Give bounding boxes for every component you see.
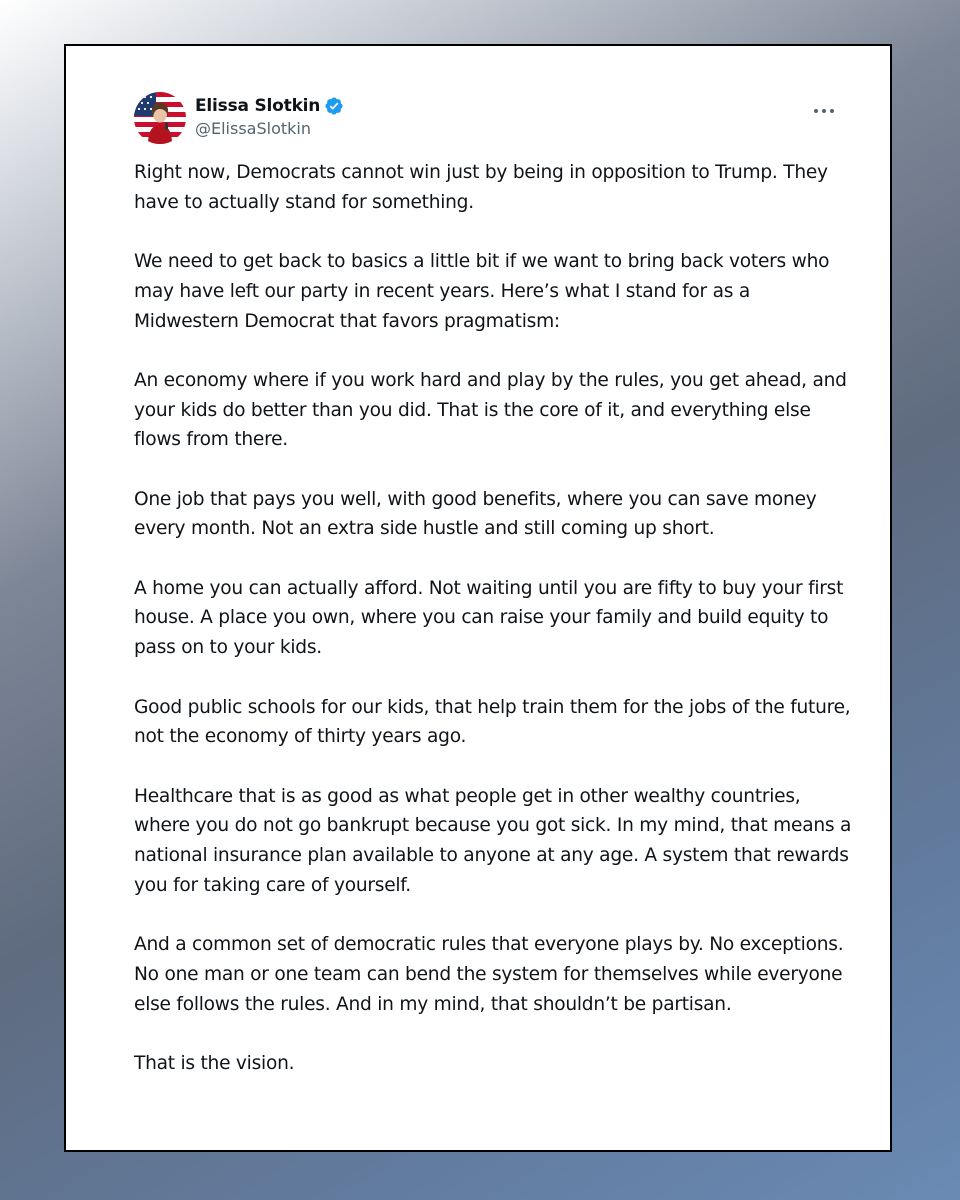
tweet-paragraph-8: And a common set of democratic rules that everyone plays by. No exceptions. No one man or one team can bend the system for themselves while everyone else follows the rules. And in my mind, that shouldn’t be partisan. [134,934,844,1015]
tweet-paragraph-6: Good public schools for our kids, that help train them for the jobs of the future, not the economy of thirty years ago. [134,696,851,748]
author-name[interactable]: Elissa Slotkin [195,96,321,116]
author-name-row [195,94,344,118]
tweet-paragraph-3: An economy where if you work hard and play by the rules, you get ahead, and your kids do better than you did. That is the core of it, and everything else flows from there. [134,369,847,451]
tweet-card [64,44,892,1152]
tweet-paragraph-1: Right now, Democrats cannot win just by being in opposition to Trump. They have to actually stand for something. [134,162,828,213]
tweet-paragraph-4: One job that pays you well, with good benefits, where you can save money every month. Not an extra side hustle and still coming up short. [134,488,817,540]
tweet-text [134,158,854,1108]
tweet-paragraph-9: That is the vision. [134,1052,295,1074]
tweet-paragraph-2: We need to get back to basics a little bit if we want to bring back voters who may have left our party in recent years. Here’s what I stand for as a Midwestern Democrat that favors pragmatism: [134,251,830,332]
verified-badge-icon[interactable] [324,96,344,116]
avatar-photo [134,92,186,144]
tweet-header [134,92,834,148]
author-handle[interactable]: @ElissaSlotkin [195,119,311,138]
more-options-icon[interactable] [810,103,838,117]
tweet-paragraph-5: A home you can actually afford. Not waiting until you are fifty to buy your first house. A place you own, where you can raise your family and build equity to pass on to your kids. [134,577,844,659]
author-info [195,94,344,138]
tweet-paragraph-7: Healthcare that is as good as what people get in other wealthy countries, where you do not go bankrupt because you got sick. In my mind, that means a national insurance plan available to anyone at any age. A system that rewards you for taking care of yourself. [134,785,852,896]
avatar[interactable] [134,92,186,144]
